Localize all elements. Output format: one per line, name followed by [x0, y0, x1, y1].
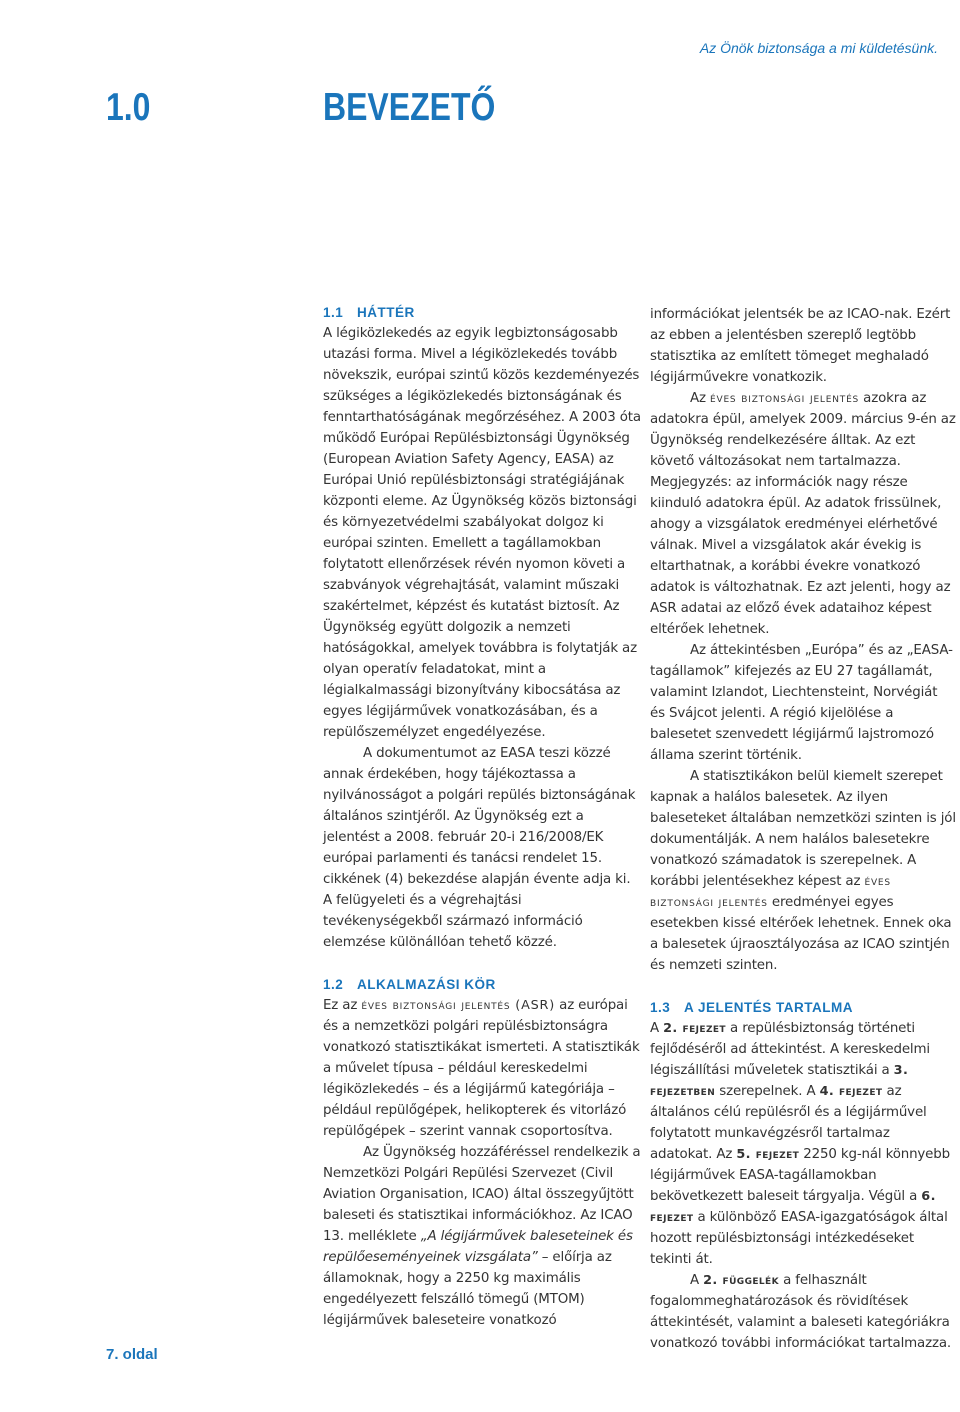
chapter-title: BEVEZETŐ: [323, 86, 496, 129]
paragraph: A dokumentumot az EASA teszi közzé annak érdekében, hogy tájékoztassa a nyilvánosságot a polgári repülés biztonságának általános szintjéről. Az Ügynökség ezt a jelentést a 2008. február 20-i 216/2008/EK európai parlamenti és tanácsi rendelet 15. cikkének (4) bekezdése alapján évente adja ki. A felügyeleti és a végrehajtási tevékenységekből származó információ elemzése különállóan tehető közzé.: [323, 746, 636, 950]
section-title: HÁTTÉR: [357, 305, 415, 320]
paragraph: A statisztikákon belül kiemelt szerepet kapnak a halálos balesetek. Az ilyen baleseteket általában nemzetközi szinten is jól dokumentálják. A nem halálos balesetekre vonatkozó számadatok is szerepelnek. A korábbi jelentésekhez képest az éves biztonsági jelentés eredményei egyes esetekben kissé eltérőek lehetnek. Ennek oka a balesetek újraosztályozása az ICAO szintjén és nemzeti szinten.: [650, 769, 956, 973]
chapter-ref: 6. fejezet: [650, 1189, 936, 1225]
section-title: A JELENTÉS TARTALMA: [684, 1000, 853, 1015]
header-tagline: Az Önök biztonsága a mi küldetésünk.: [699, 40, 938, 56]
section-heading-1-1: [323, 302, 641, 323]
paragraph: Az áttekintésben „Európa” és az „EASA-tagállamok” kifejezés az EU 27 tagállamát, valamint Izlandot, Liechtensteint, Norvégiát és Svájcot jelenti. A régió kijelölése a balesetet szenvedett légijármű lajstromozó állama szerint történik.: [650, 643, 953, 763]
report-name: éves biztonsági jelentés: [710, 391, 860, 406]
section-number: 1.2: [323, 977, 344, 992]
paragraph: Az éves biztonsági jelentés azokra az adatokra épül, amelyek 2009. március 9-én az Ügynökség rendelkezésére álltak. Az ezt követő változásokat nem tartalmazza. Megjegyzés: az információk nagy része kiinduló adatokra épül. Az adatok frissülnek, ahogy a vizsgálatok eredményei elérhetővé válnak. Mivel a vizsgálatok akár évekig is eltarthatnak, a korábbi évekre vonatkozó adatok is változhatnak. Ez azt jelenti, hogy az ASR adatai az előző évek adataihoz képest eltérőek lehetnek.: [650, 391, 956, 637]
paragraph: Ez az éves biztonsági jelentés (ASR) az európai és a nemzetközi polgári repülésbiztonságra vonatkozó statisztikákat ismerteti. A statisztikák a művelet típusa – például kereskedelmi légiközlekedés – és a légijármű kategóriája – például repülőgépek, helikopterek és vitorlázó repülőgépek – szerint vannak csoportosítva.: [323, 998, 640, 1139]
paragraph: információkat jelentsék be az ICAO-nak. Ezért az ebben a jelentésben szereplő legtöbb statisztika az említett tömeget meghaladó légijárművekre vonatkozik.: [650, 307, 951, 385]
report-name: éves biztonsági jelentés: [650, 874, 891, 910]
paragraph: Az Ügynökség hozzáféréssel rendelkezik a Nemzetközi Polgári Repülési Szervezet (Civil Aviation Organisation, ICAO) által összegyűjtött baleseti és statisztikai információkhoz. Az ICAO 13. melléklete „A légijárművek baleseteinek és repülőeseményeinek vizsgálata” – előírja az államoknak, hogy a 2250 kg maximális engedélyezett felszálló tömegű (MTOM) légijárművek baleseteire vonatkozó: [323, 1145, 641, 1328]
chapter-ref: 2. fejezet: [663, 1021, 726, 1036]
chapter-number: 1.0: [106, 86, 151, 129]
text-column-middle: [323, 302, 641, 1331]
section-title: ALKALMAZÁSI KÖR: [357, 977, 496, 992]
appendix-ref: 2. függelék: [703, 1273, 779, 1288]
chapter-ref: 5. fejezet: [736, 1147, 800, 1162]
paragraph: A 2. fejezet a repülésbiztonság történeti fejlődéséről ad áttekintést. A kereskedelmi légiszállítási műveletek statisztikái a 3. fejezetben szerepelnek. A 4. fejezet az általános célú repülésről és a légijárművel folytatott munkavégzésről tartalmaz adatokat. Az 5. fejezet 2250 kg-nál könnyebb légijárművek EASA-tagállamokban bekövetkezett baleseit tárgyalja. Végül a 6. fejezet a különböző EASA-igazgatóságok által hozott repülésbiztonsági intézkedéseket tekinti át.: [650, 1021, 950, 1267]
section-heading-1-3: [650, 997, 956, 1018]
paragraph: A légiközlekedés az egyik legbiztonságosabb utazási forma. Mivel a légiközlekedés tovább növekszik, európai szintű közös kezdeményezés szükséges a légiközlekedés biztonságának és fenntarthatóságának megőrzéséhez. A 2003 óta működő Európai Repülésbiztonsági Ügynökség (European Aviation Safety Agency, EASA) az Európai Unió repülésbiztonsági stratégiájának központi eleme. Az Ügynökség közös biztonsági és környezetvédelmi szabályokat dolgoz ki európai szinten. Emellett a tagállamokban folytatott ellenőrzések révén nyomon követi a szabványok végrehajtását, valamint műszaki szakértelmet, képzést és kutatást biztosít. Az Ügynökség együtt dolgozik a nemzeti hatóságokkal, amelyek továbbra is folytatják az olyan operatív feladatokat, mint a légialkalmassági bizonyítvány kibocsátása az egyes légijárművek vonatkozásában, és a repülőszemélyzet engedélyezése.: [323, 326, 641, 740]
chapter-ref: 3. fejezetben: [650, 1063, 909, 1099]
section-heading-1-2: [323, 974, 641, 995]
paragraph: A 2. függelék a felhasznált fogalommeghatározások és rövidítések áttekintését, valamint a baleseti kategóriákra vonatkozó további információkat tartalmazza.: [650, 1273, 952, 1351]
text-column-right: [650, 304, 956, 1354]
page-number: 7. oldal: [106, 1346, 158, 1363]
report-name: éves biztonsági jelentés (ASR): [361, 998, 556, 1013]
section-number: 1.1: [323, 305, 344, 320]
annex-title: „A légijárművek baleseteinek és repülőeseményeinek vizsgálata”: [323, 1229, 633, 1265]
section-number: 1.3: [650, 1000, 671, 1015]
chapter-ref: 4. fejezet: [819, 1084, 883, 1099]
